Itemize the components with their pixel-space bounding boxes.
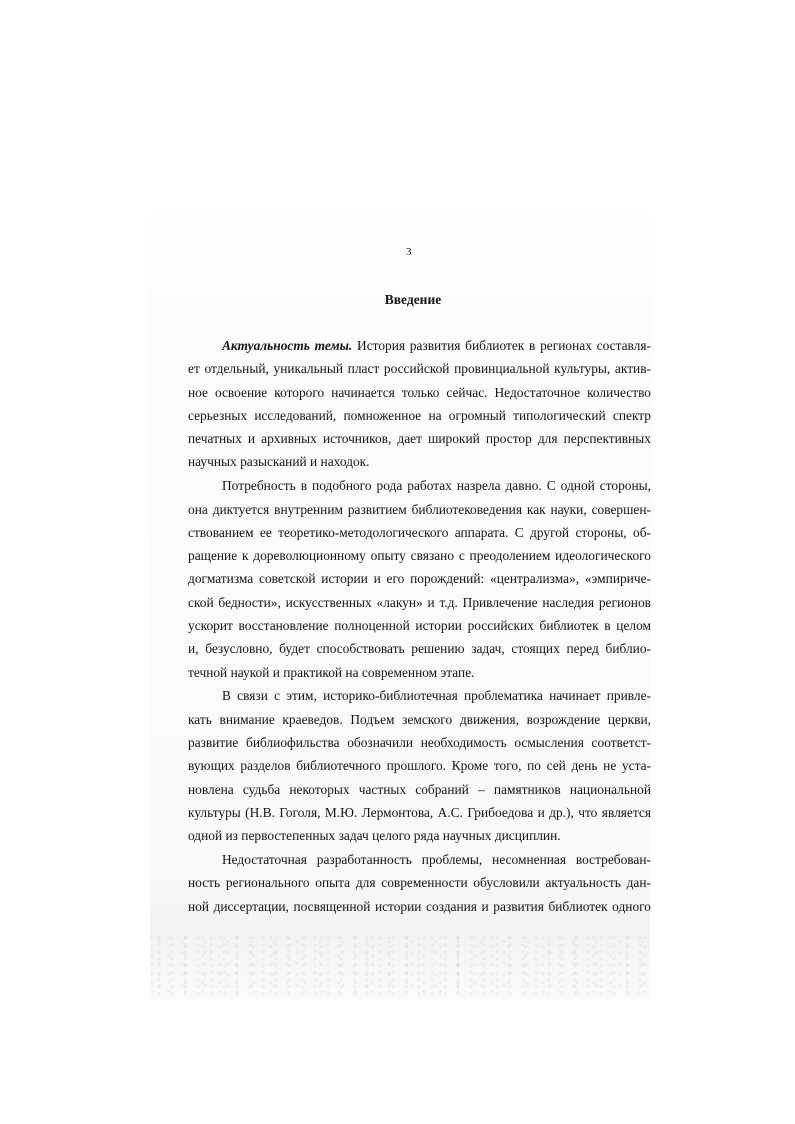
text-line: ускорит восстановление полноценной истории российских библиотек в целом <box>188 618 651 634</box>
section-heading: Введение <box>384 292 442 307</box>
text-line: ное освоение которого начинается только сейчас. Недостаточное количество <box>188 384 651 400</box>
text-line: вующих разделов библиотечного прошлого. Кроме того, по сей день не уста- <box>188 758 651 774</box>
text-line: она диктуется внутренним развитием библиотековедения как науки, совершен- <box>188 501 651 517</box>
paragraph-lead: Актуальность темы. <box>222 338 353 353</box>
body-text <box>188 334 651 918</box>
text-line: ствованием ее теоретико-методологического аппарата. С другой стороны, об- <box>188 524 651 540</box>
text-line: печатных и архивных источников, дает широкий простор для перспективных <box>188 431 651 447</box>
text-line: В связи с этим, историко-библиотечная проблематика начинает привле- <box>222 688 651 704</box>
text-line: развитие библиофильства обозначили необходимость осмысления соответст- <box>188 735 651 751</box>
text-line: научных разысканий и находок. <box>188 454 370 470</box>
text-line: ет отдельный, уникальный пласт российской провинциальной культуры, актив- <box>188 361 651 377</box>
text-line: кать внимание краеведов. Подъем земского движения, возрождение церкви, <box>188 711 651 727</box>
page-number: 3 <box>406 246 412 258</box>
text-line: ность регионального опыта для современности обусловили актуальность дан- <box>188 875 651 891</box>
text-line: новлена судьба некоторых частных собраний – памятников национальной <box>188 781 651 797</box>
text-line: Актуальность темы. История развития библиотек в регионах составля- <box>222 338 651 353</box>
text-line: ращение к дореволюционному опыту связано с преодолением идеологического <box>188 548 651 564</box>
scan-noise <box>150 935 650 995</box>
text-line: течной наукой и практикой на современном этапе. <box>188 664 475 680</box>
text-line: Недостаточная разработанность проблемы, несомненная востребован- <box>222 852 651 868</box>
text-line: ной диссертации, посвященной истории создания и развития библиотек одного <box>188 898 651 914</box>
text-line: серьезных исследований, помноженное на огромный типологический спектр <box>188 407 651 423</box>
text-line: одной из первостепенных задач целого ряда научных дисциплин. <box>188 828 561 844</box>
text-line: культуры (Н.В. Гоголя, М.Ю. Лермонтова, А.С. Грибоедова и др.), что является <box>188 804 651 820</box>
text-line: и, безусловно, будет способствовать решению задач, стоящих перед библио- <box>188 641 651 657</box>
text-line: Потребность в подобного рода работах назрела давно. С одной стороны, <box>222 478 651 494</box>
text-line: догматизма советской истории и его порождений: «централизма», «эмпириче- <box>188 571 651 587</box>
text-line: ской бедности», искусственных «лакун» и т.д. Привлечение наследия регионов <box>188 594 651 610</box>
